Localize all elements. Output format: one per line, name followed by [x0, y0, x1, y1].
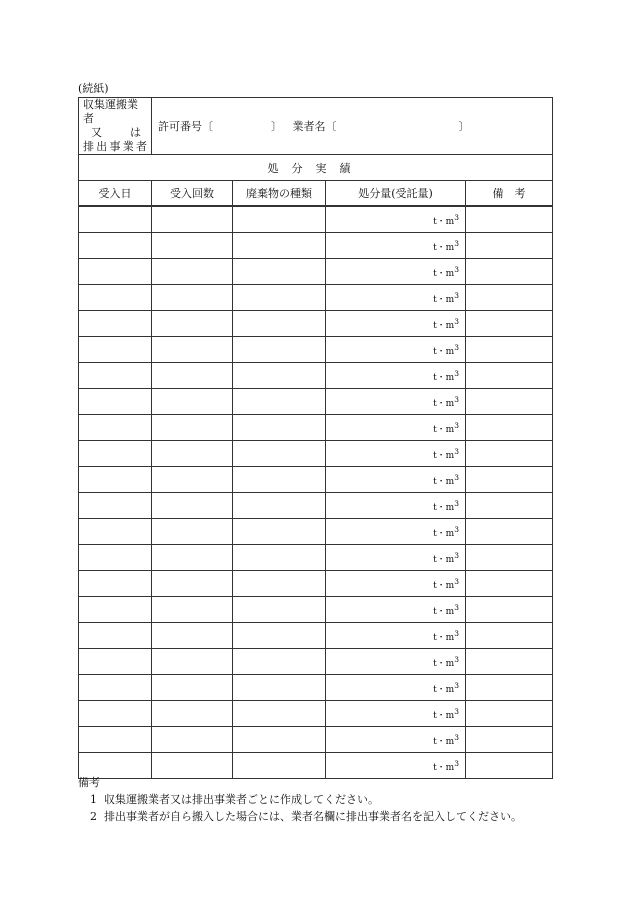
remarks-cell[interactable]	[466, 493, 553, 519]
waste-type-cell[interactable]	[233, 545, 326, 571]
unit-superscript: 3	[454, 420, 459, 430]
unit-label: t・m	[433, 684, 455, 695]
unit-label: t・m	[433, 736, 455, 747]
receipt-count-cell[interactable]	[152, 389, 233, 415]
table-row	[79, 545, 553, 571]
char: 出	[96, 140, 108, 153]
receipt-count-cell[interactable]	[152, 233, 233, 259]
waste-type-cell[interactable]	[233, 337, 326, 363]
table-row	[79, 259, 553, 285]
waste-type-cell[interactable]	[233, 206, 326, 233]
disposal-amount-cell[interactable]	[326, 649, 466, 675]
unit-label: t・m	[433, 346, 455, 357]
receipt-date-cell[interactable]	[79, 597, 152, 623]
table-row	[79, 467, 553, 493]
note-number: 1	[90, 793, 97, 806]
unit-label: t・m	[433, 580, 455, 591]
waste-type-cell[interactable]	[233, 285, 326, 311]
company-row	[79, 98, 553, 155]
section-title-row	[79, 155, 553, 181]
company-type-line2-a: 又	[91, 126, 102, 139]
unit-label: t・m	[433, 554, 455, 565]
waste-type-cell[interactable]	[233, 233, 326, 259]
receipt-date-cell[interactable]	[79, 727, 152, 753]
unit-superscript: 3	[454, 472, 459, 482]
col-header-remarks: 備 考	[466, 181, 553, 207]
receipt-date-cell[interactable]	[79, 311, 152, 337]
remarks-cell[interactable]	[466, 441, 553, 467]
remarks-cell[interactable]	[466, 259, 553, 285]
unit-superscript: 3	[454, 706, 459, 716]
receipt-date-cell[interactable]	[79, 415, 152, 441]
receipt-count-cell[interactable]	[152, 311, 233, 337]
section-title: 処分実績	[79, 155, 553, 181]
receipt-date-cell[interactable]	[79, 623, 152, 649]
permit-and-name-field[interactable]	[152, 98, 553, 155]
receipt-count-cell[interactable]	[152, 363, 233, 389]
receipt-count-cell[interactable]	[152, 337, 233, 363]
disposal-amount-cell[interactable]	[326, 389, 466, 415]
column-header-row	[79, 181, 553, 207]
unit-label: t・m	[433, 632, 455, 643]
permit-number-label: 許可番号〔	[158, 120, 213, 133]
disposal-amount-cell[interactable]	[326, 467, 466, 493]
receipt-count-cell[interactable]	[152, 467, 233, 493]
receipt-date-cell[interactable]	[79, 675, 152, 701]
company-type-line1: 収集運搬業者	[83, 98, 138, 125]
receipt-count-cell[interactable]	[152, 545, 233, 571]
receipt-count-cell[interactable]	[152, 493, 233, 519]
unit-label: t・m	[433, 450, 455, 461]
unit-label: t・m	[433, 242, 455, 253]
waste-type-cell[interactable]	[233, 415, 326, 441]
receipt-date-cell[interactable]	[79, 649, 152, 675]
remarks-cell[interactable]	[466, 675, 553, 701]
receipt-date-cell[interactable]	[79, 259, 152, 285]
table-row	[79, 649, 553, 675]
disposal-amount-cell[interactable]	[326, 441, 466, 467]
waste-type-cell[interactable]	[233, 389, 326, 415]
note-number: 2	[90, 810, 97, 823]
table-row	[79, 441, 553, 467]
col-header-waste-type: 廃棄物の種類	[233, 181, 326, 207]
unit-label: t・m	[433, 372, 455, 383]
unit-superscript: 3	[454, 680, 459, 690]
company-type-line3	[83, 140, 147, 154]
remarks-cell[interactable]	[466, 701, 553, 727]
unit-label: t・m	[433, 658, 455, 669]
remarks-cell[interactable]	[466, 415, 553, 441]
table-row	[79, 493, 553, 519]
unit-superscript: 3	[454, 576, 459, 586]
waste-type-cell[interactable]	[233, 623, 326, 649]
receipt-count-cell[interactable]	[152, 649, 233, 675]
page-label: (続紙)	[78, 82, 109, 95]
remarks-cell[interactable]	[466, 285, 553, 311]
company-type-label	[79, 98, 152, 155]
char: 事	[109, 140, 121, 153]
remarks-cell[interactable]	[466, 649, 553, 675]
disposal-amount-cell[interactable]	[326, 701, 466, 727]
receipt-count-cell[interactable]	[152, 415, 233, 441]
unit-superscript: 3	[454, 446, 459, 456]
receipt-count-cell[interactable]	[152, 519, 233, 545]
remarks-cell[interactable]	[466, 311, 553, 337]
table-row	[79, 519, 553, 545]
unit-superscript: 3	[454, 732, 459, 742]
unit-label: t・m	[433, 398, 455, 409]
receipt-count-cell[interactable]	[152, 675, 233, 701]
waste-type-cell[interactable]	[233, 701, 326, 727]
table-row	[79, 311, 553, 337]
receipt-date-cell[interactable]	[79, 285, 152, 311]
note-item	[78, 808, 558, 825]
receipt-date-cell[interactable]	[79, 363, 152, 389]
disposal-amount-cell[interactable]	[326, 727, 466, 753]
notes-section	[78, 774, 558, 825]
disposal-amount-cell[interactable]	[326, 571, 466, 597]
note-text: 排出事業者が自ら搬入した場合には、業者名欄に排出事業者名を記入してください。	[104, 810, 522, 823]
unit-label: t・m	[433, 502, 455, 513]
unit-superscript: 3	[454, 264, 459, 274]
table-row	[79, 285, 553, 311]
table-row	[79, 206, 553, 233]
table-row	[79, 675, 553, 701]
waste-type-cell[interactable]	[233, 649, 326, 675]
notes-title: 備考	[78, 776, 100, 789]
unit-label: t・m	[433, 268, 455, 279]
unit-label: t・m	[433, 710, 455, 721]
unit-superscript: 3	[454, 550, 459, 560]
unit-superscript: 3	[454, 290, 459, 300]
receipt-count-cell[interactable]	[152, 701, 233, 727]
remarks-cell[interactable]	[466, 545, 553, 571]
receipt-date-cell[interactable]	[79, 493, 152, 519]
remarks-cell[interactable]	[466, 337, 553, 363]
company-type-line2-b: は	[130, 126, 141, 139]
disposal-amount-cell[interactable]	[326, 597, 466, 623]
waste-type-cell[interactable]	[233, 519, 326, 545]
waste-type-cell[interactable]	[233, 493, 326, 519]
receipt-count-cell[interactable]	[152, 441, 233, 467]
unit-superscript: 3	[454, 238, 459, 248]
table-row	[79, 701, 553, 727]
receipt-date-cell[interactable]	[79, 206, 152, 233]
waste-type-cell[interactable]	[233, 363, 326, 389]
table-row	[79, 337, 553, 363]
remarks-cell[interactable]	[466, 467, 553, 493]
waste-type-cell[interactable]	[233, 597, 326, 623]
unit-superscript: 3	[454, 368, 459, 378]
receipt-date-cell[interactable]	[79, 467, 152, 493]
unit-superscript: 3	[454, 498, 459, 508]
disposal-amount-cell[interactable]	[326, 545, 466, 571]
unit-label: t・m	[433, 320, 455, 331]
unit-superscript: 3	[454, 316, 459, 326]
unit-label: t・m	[433, 476, 455, 487]
receipt-count-cell[interactable]	[152, 259, 233, 285]
disposal-amount-cell[interactable]	[326, 337, 466, 363]
table-row	[79, 597, 553, 623]
receipt-date-cell[interactable]	[79, 519, 152, 545]
col-header-receipt-count: 受入回数	[152, 181, 233, 207]
receipt-count-cell[interactable]	[152, 571, 233, 597]
col-header-disposal-amount: 処分量(受託量)	[326, 181, 466, 207]
waste-type-cell[interactable]	[233, 259, 326, 285]
unit-label: t・m	[433, 762, 455, 773]
receipt-date-cell[interactable]	[79, 545, 152, 571]
disposal-amount-cell[interactable]	[326, 363, 466, 389]
remarks-cell[interactable]	[466, 389, 553, 415]
unit-superscript: 3	[454, 394, 459, 404]
waste-type-cell[interactable]	[233, 311, 326, 337]
remarks-cell[interactable]	[466, 727, 553, 753]
unit-label: t・m	[433, 424, 455, 435]
table-row	[79, 623, 553, 649]
receipt-count-cell[interactable]	[152, 727, 233, 753]
disposal-record-table	[78, 97, 553, 779]
disposal-amount-cell[interactable]	[326, 259, 466, 285]
char: 者	[136, 140, 147, 153]
disposal-amount-cell[interactable]	[326, 675, 466, 701]
waste-type-cell[interactable]	[233, 441, 326, 467]
note-text: 収集運搬業者又は排出事業者ごとに作成してください。	[104, 793, 379, 806]
unit-superscript: 3	[454, 654, 459, 664]
unit-superscript: 3	[454, 342, 459, 352]
disposal-amount-cell[interactable]	[326, 311, 466, 337]
col-header-receipt-date: 受入日	[79, 181, 152, 207]
unit-label: t・m	[433, 216, 455, 227]
receipt-date-cell[interactable]	[79, 389, 152, 415]
disposal-amount-cell[interactable]	[326, 233, 466, 259]
receipt-count-cell[interactable]	[152, 623, 233, 649]
receipt-date-cell[interactable]	[79, 701, 152, 727]
remarks-cell[interactable]	[466, 363, 553, 389]
unit-superscript: 3	[454, 758, 459, 768]
waste-type-cell[interactable]	[233, 675, 326, 701]
char: 業	[122, 140, 134, 153]
table-row	[79, 415, 553, 441]
unit-superscript: 3	[454, 212, 459, 222]
table-row	[79, 389, 553, 415]
unit-superscript: 3	[454, 524, 459, 534]
company-name-close: 〕	[458, 120, 470, 133]
waste-type-cell[interactable]	[233, 727, 326, 753]
remarks-cell[interactable]	[466, 623, 553, 649]
unit-label: t・m	[433, 606, 455, 617]
company-type-line2	[83, 126, 147, 140]
unit-superscript: 3	[454, 602, 459, 612]
remarks-cell[interactable]	[466, 519, 553, 545]
permit-number-close: 〕	[271, 120, 282, 133]
receipt-date-cell[interactable]	[79, 441, 152, 467]
unit-superscript: 3	[454, 628, 459, 638]
remarks-cell[interactable]	[466, 571, 553, 597]
table-row	[79, 571, 553, 597]
remarks-cell[interactable]	[466, 597, 553, 623]
remarks-cell[interactable]	[466, 206, 553, 233]
company-name-label: 業者名〔	[292, 120, 337, 133]
table-row	[79, 363, 553, 389]
remarks-cell[interactable]	[466, 233, 553, 259]
receipt-date-cell[interactable]	[79, 337, 152, 363]
table-row	[79, 233, 553, 259]
waste-type-cell[interactable]	[233, 571, 326, 597]
table-row	[79, 727, 553, 753]
char: 排	[83, 140, 94, 153]
receipt-count-cell[interactable]	[152, 285, 233, 311]
disposal-amount-cell[interactable]	[326, 493, 466, 519]
receipt-date-cell[interactable]	[79, 233, 152, 259]
receipt-count-cell[interactable]	[152, 597, 233, 623]
unit-label: t・m	[433, 528, 455, 539]
receipt-count-cell[interactable]	[152, 206, 233, 233]
receipt-date-cell[interactable]	[79, 571, 152, 597]
unit-label: t・m	[433, 294, 455, 305]
disposal-amount-cell[interactable]	[326, 285, 466, 311]
note-item	[78, 791, 558, 808]
disposal-amount-cell[interactable]	[326, 519, 466, 545]
disposal-amount-cell[interactable]	[326, 415, 466, 441]
disposal-amount-cell[interactable]	[326, 623, 466, 649]
disposal-amount-cell[interactable]	[326, 206, 466, 233]
waste-type-cell[interactable]	[233, 467, 326, 493]
